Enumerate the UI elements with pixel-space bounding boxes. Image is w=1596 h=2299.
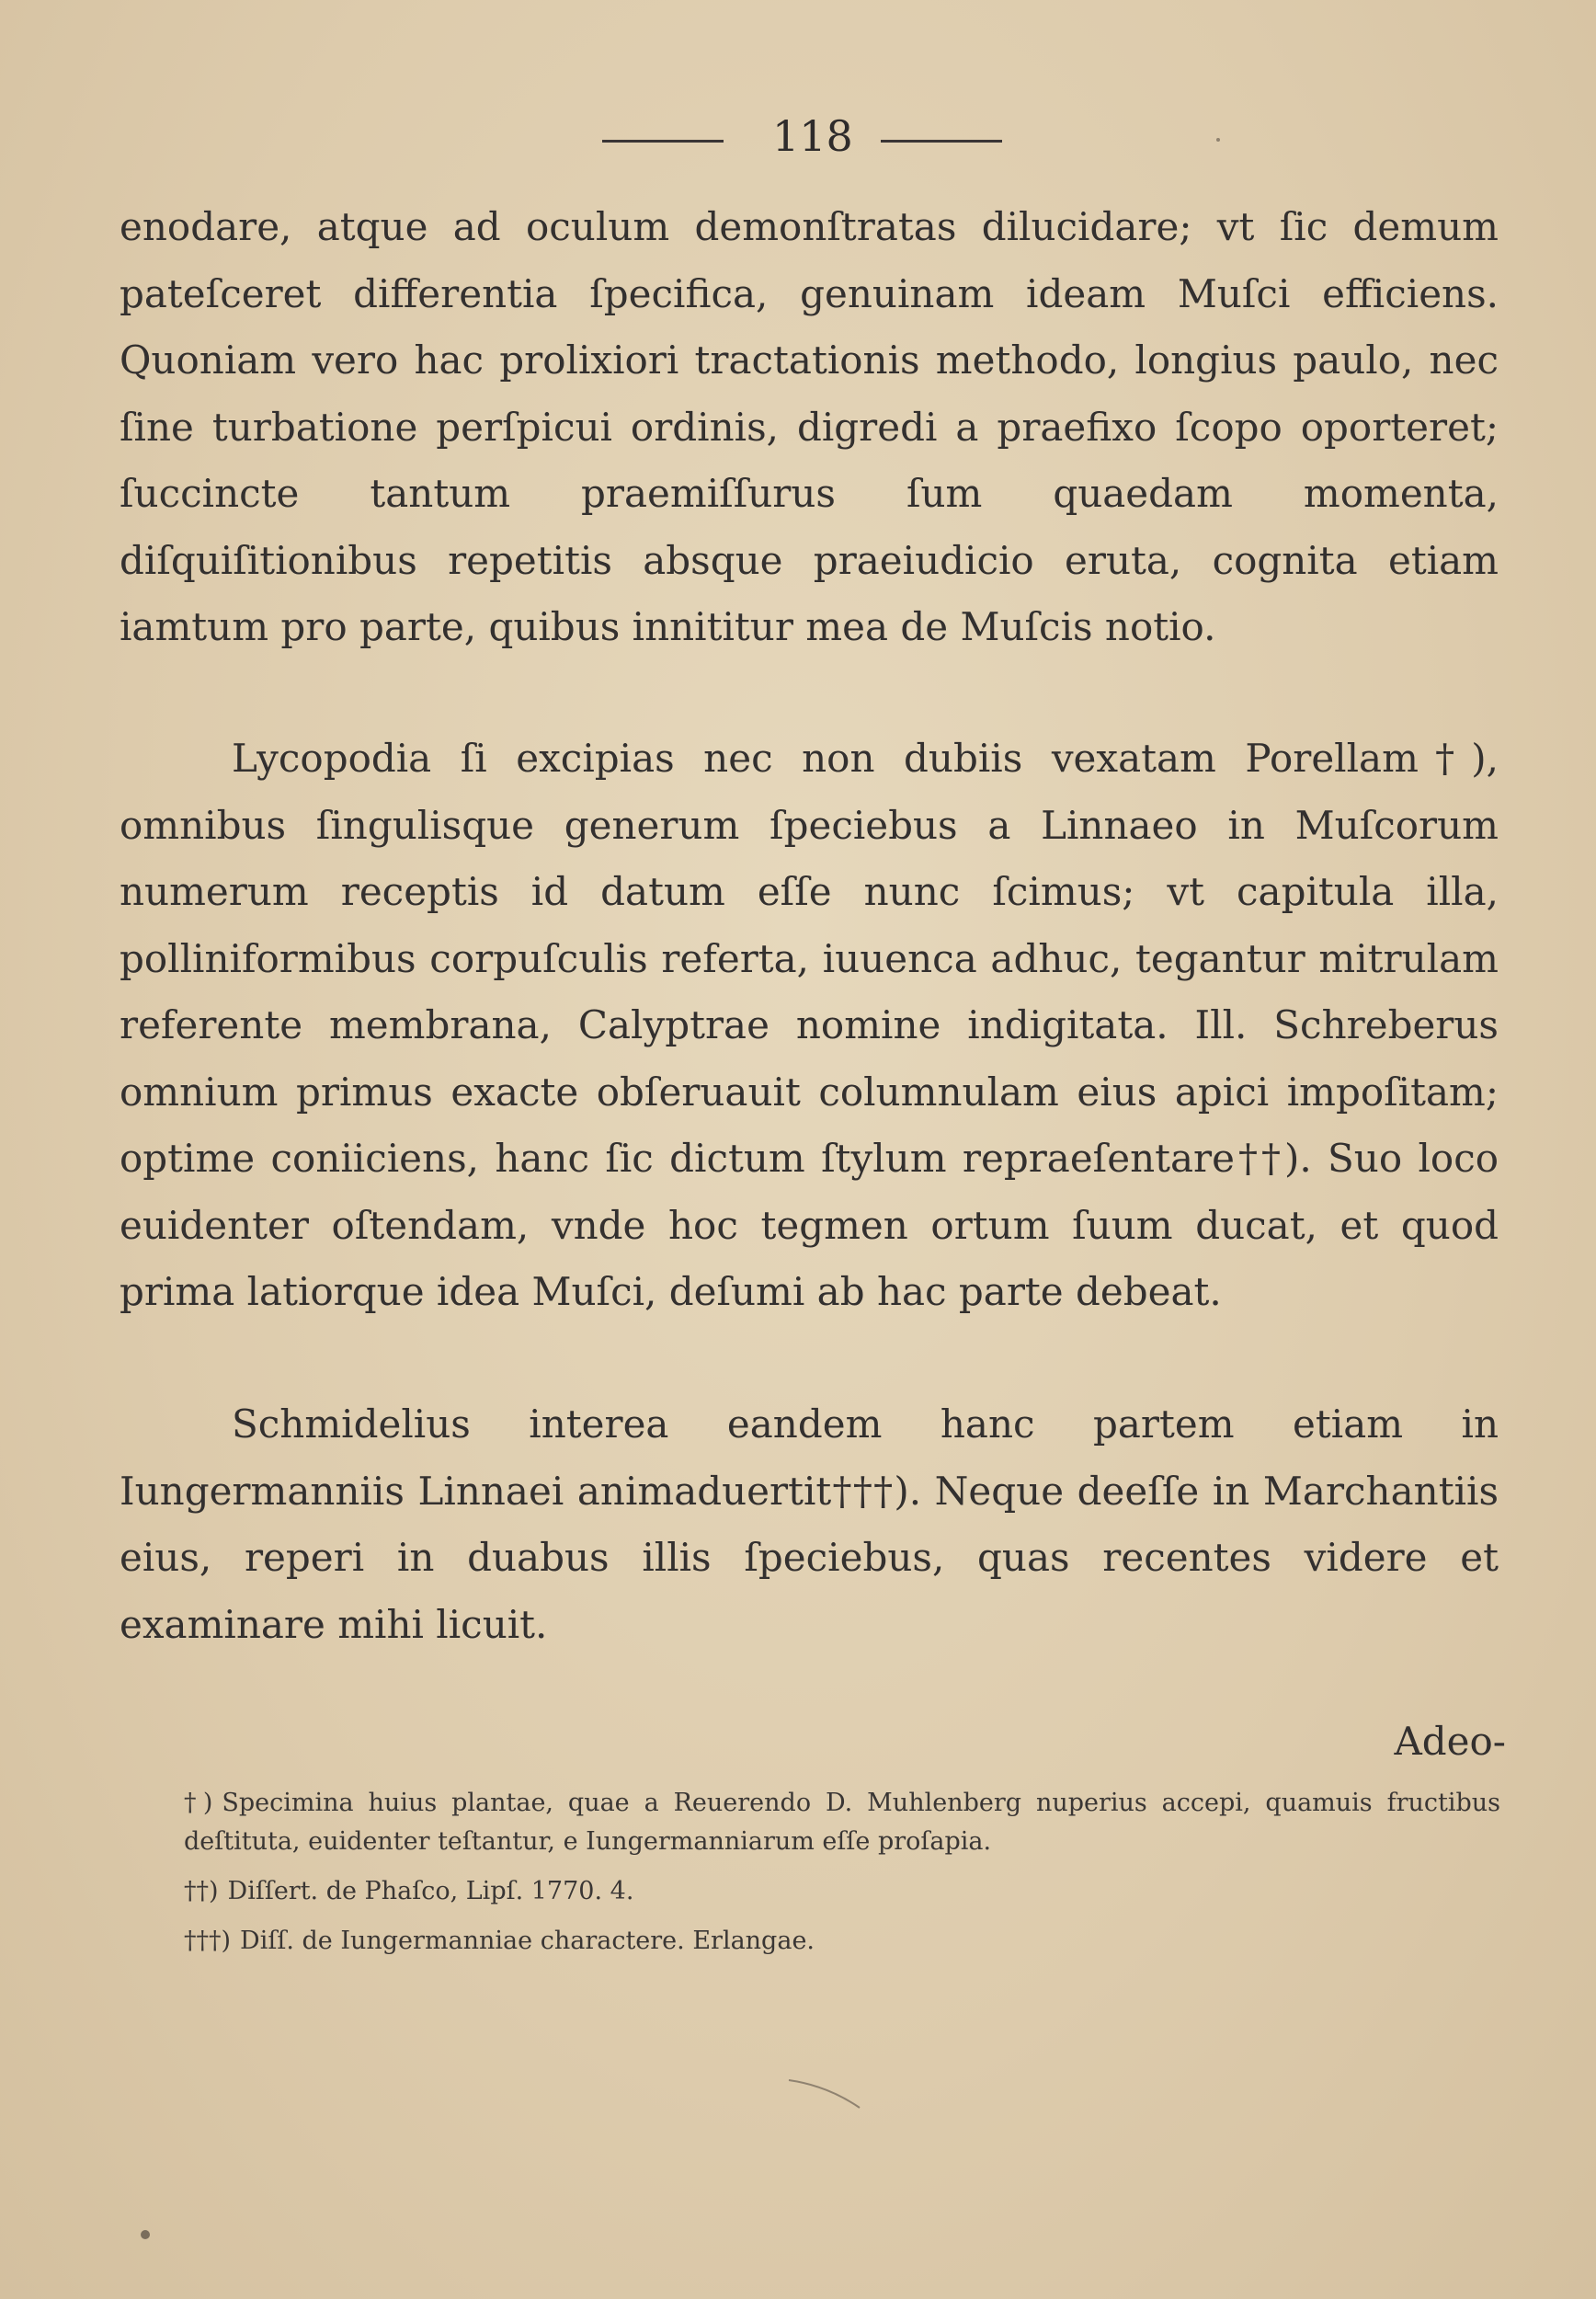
catchword: Adeo-: [1394, 1719, 1506, 1764]
paragraph-1: enodare, atque ad oculum demonſtratas dilucidare; vt ſic demum pateſceret differentia ſpecifica, genuinam ideam Muſci efficiens. Quoniam vero hac prolixiori tractationis methodo, longius paulo, nec ſine turbatione perſpicui ordinis, digredi a praefixo ſcopo oporteret; ſuccincte tantum praemiſſurus ſum quaedam momenta, diſquiſitionibus repetitis absque praeiudicio eruta, cognita etiam iamtum pro parte, quibus innititur mea de Muſcis notio.: [120, 204, 1499, 649]
footnotes: [184, 1784, 1500, 1972]
footnote-2: [184, 1872, 1500, 1911]
header-rule-left: [602, 140, 724, 143]
paper-scratch: [789, 2080, 860, 2108]
footnote-text: Diſſert. de Phaſco, Lipſ. 1770. 4.: [227, 1877, 634, 1905]
footnote-1: [184, 1784, 1500, 1861]
footnote-text: Diſſ. de Iungermanniae charactere. Erlangae.: [240, 1927, 815, 1955]
paper-spot: [141, 2230, 150, 2239]
footnote-text: Specimina huius plantae, quae a Reuerendo D. Muhlenberg nuperius accepi, quamuis fructibus deſtituta, euidenter teſtantur, e Iungermanniarum eſſe proſapia.: [184, 1789, 1500, 1856]
header-rule-right: [881, 140, 1002, 143]
footnote-marker: †): [184, 1789, 213, 1817]
footnote-marker: ††): [184, 1877, 219, 1905]
paragraph-3: Schmidelius interea eandem hanc partem etiam in Iungermanniis Linnaei animaduertit†††). Neque deeſſe in Marchantiis eius, reperi in duabus illis ſpeciebus, quas recentes videre et examinare mihi licuit.: [120, 1401, 1499, 1647]
page-number: 118: [772, 111, 853, 161]
footnote-marker: †††): [184, 1927, 232, 1955]
page-header: [0, 109, 1596, 164]
footnote-3: [184, 1922, 1500, 1961]
paragraph-2: Lycopodia ſi excipias nec non dubiis vexatam Porellam†), omnibus ſingulisque generum ſpeciebus a Linnaeo in Muſcorum numerum receptis id datum eſſe nunc ſcimus; vt capitula illa, polliniformibus corpuſculis referta, iuuenca adhuc, tegantur mitrulam referente membrana, Calyptrae nomine indigitata. Ill. Schreberus omnium primus exacte obſeruauit columnulam eius apici impoſitam; optime coniiciens, hanc ſic dictum ſtylum repraeſentare††). Suo loco euidenter oſtendam, vnde hoc tegmen ortum ſuum ducat, et quod prima latiorque idea Muſci, deſumi ab hac parte debeat.: [120, 736, 1499, 1314]
